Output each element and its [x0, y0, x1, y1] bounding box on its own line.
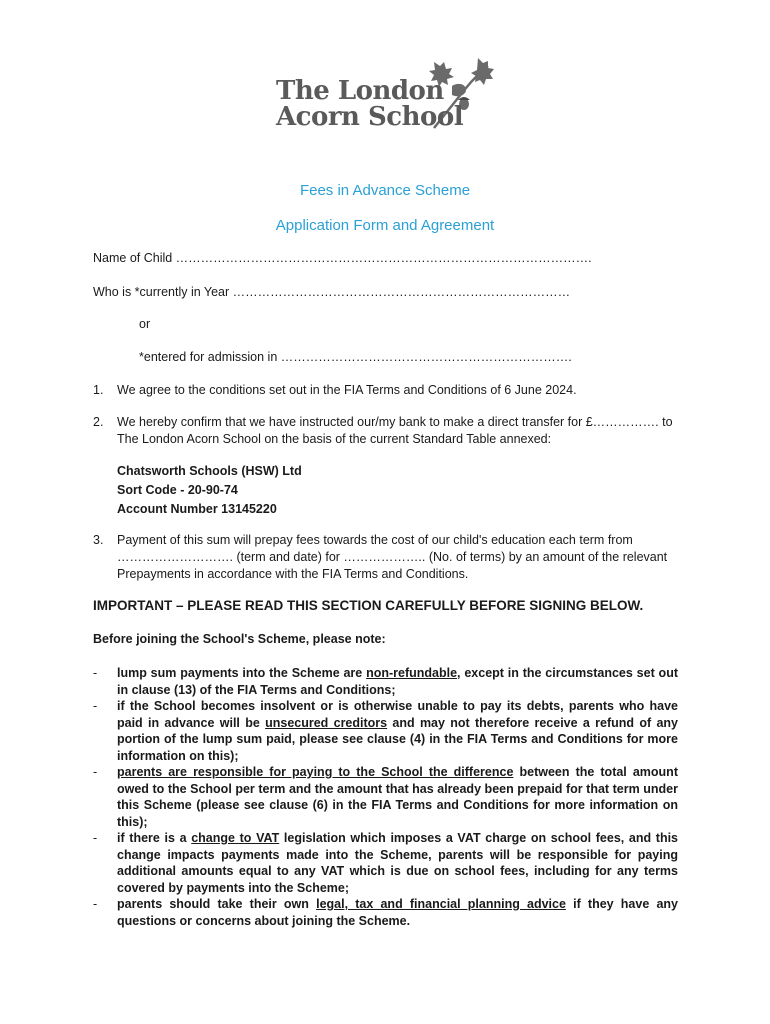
- bank-details: [117, 462, 302, 519]
- clause-1: [93, 382, 683, 399]
- bullet-text: , except in the circumstances set out in clause (13) of the FIA Terms and Conditions;: [117, 666, 678, 697]
- child-name-field[interactable]: Name of Child ……………………………………………………………………………………….: [93, 251, 592, 265]
- bullet-dash: -: [93, 699, 98, 713]
- important-heading: IMPORTANT – PLEASE READ THIS SECTION CAREFULLY BEFORE SIGNING BELOW.: [93, 598, 644, 613]
- bullet-text: and may not therefore receive a refund of any portion of the lump sum paid, please see clause (4) in the FIA Terms and Conditions for more information on this);: [117, 715, 678, 763]
- form-subtitle: Application Form and Agreement: [275, 217, 495, 234]
- or-label: or: [139, 317, 151, 331]
- current-year-field[interactable]: Who is *currently in Year ………………………………………………………………………: [93, 285, 571, 299]
- bullet-dash: -: [93, 666, 98, 680]
- admission-field[interactable]: *entered for admission in …………………………………………………………….: [139, 350, 572, 364]
- bullet-text: if the School becomes insolvent or is otherwise unable to pay its debts, parents who have paid in advance will be: [117, 699, 678, 730]
- list-item: [93, 665, 678, 698]
- bullet-emphasis: non-refundable: [366, 666, 458, 680]
- bullet-text: legislation which imposes a VAT charge on school fees, and this change impacts payments made into the Scheme, parents will be responsible for paying additional amounts equal to any VAT which is due on school fees, including for any terms covered by payments into the Scheme;: [117, 831, 679, 895]
- clause-1-number: 1.: [93, 383, 104, 397]
- bullet-text: between the total amount owed to the School per term and the amount that has already been prepaid for that term under this Scheme (please see clause (6) in the FIA Terms and Conditions for more information on this);: [117, 765, 678, 829]
- clause-3: [93, 532, 683, 583]
- bullet-text: parents should take their own: [117, 897, 317, 911]
- logo-line-2: Acorn School: [276, 102, 464, 132]
- bullet-dash: -: [93, 831, 98, 845]
- bullet-emphasis: legal, tax and financial planning advice: [316, 897, 566, 911]
- bank-name: Chatsworth Schools (HSW) Ltd: [117, 464, 302, 478]
- bullet-emphasis: change to VAT: [191, 831, 280, 845]
- clause-2-number: 2.: [93, 415, 104, 429]
- bullet-text: lump sum payments into the Scheme are: [117, 666, 367, 680]
- bullet-dash: -: [93, 897, 98, 911]
- bullet-text: if they have any questions or concerns about joining the Scheme.: [117, 897, 679, 928]
- notes-list: [93, 665, 678, 929]
- bullet-emphasis: unsecured creditors: [265, 715, 388, 730]
- bullet-text: if there is a: [117, 831, 192, 845]
- school-logo: [276, 58, 496, 134]
- account-number: Account Number 13145220: [117, 502, 277, 516]
- bullet-dash: -: [93, 765, 98, 779]
- logo-line-1: The London: [276, 76, 444, 106]
- sort-code: Sort Code - 20-90-74: [117, 483, 238, 497]
- list-item: [93, 830, 678, 896]
- clause-3-text: Payment of this sum will prepay fees towards the cost of our child's education each term from ………………………. (term and date) for ……………….. (No. of terms) by an amount of the relevant Prepayments in accordance with the FIA Terms and Conditions.: [117, 533, 668, 581]
- list-item: [93, 764, 678, 830]
- bullet-emphasis: parents are responsible for paying to the School the difference: [117, 765, 514, 779]
- clause-2: [93, 414, 683, 448]
- clause-2-text: We hereby confirm that we have instructed our/my bank to make a direct transfer for £……………. to The London Acorn School on the basis of the current Standard Table annexed:: [117, 415, 673, 446]
- clause-3-number: 3.: [93, 533, 104, 547]
- clause-1-text: We agree to the conditions set out in the FIA Terms and Conditions of 6 June 2024.: [117, 383, 577, 397]
- list-item: [93, 698, 678, 764]
- logo-wordmark: [276, 78, 463, 130]
- before-joining-note: Before joining the School's Scheme, please note:: [93, 632, 386, 646]
- form-title: Fees in Advance Scheme: [299, 182, 471, 199]
- list-item: [93, 896, 678, 929]
